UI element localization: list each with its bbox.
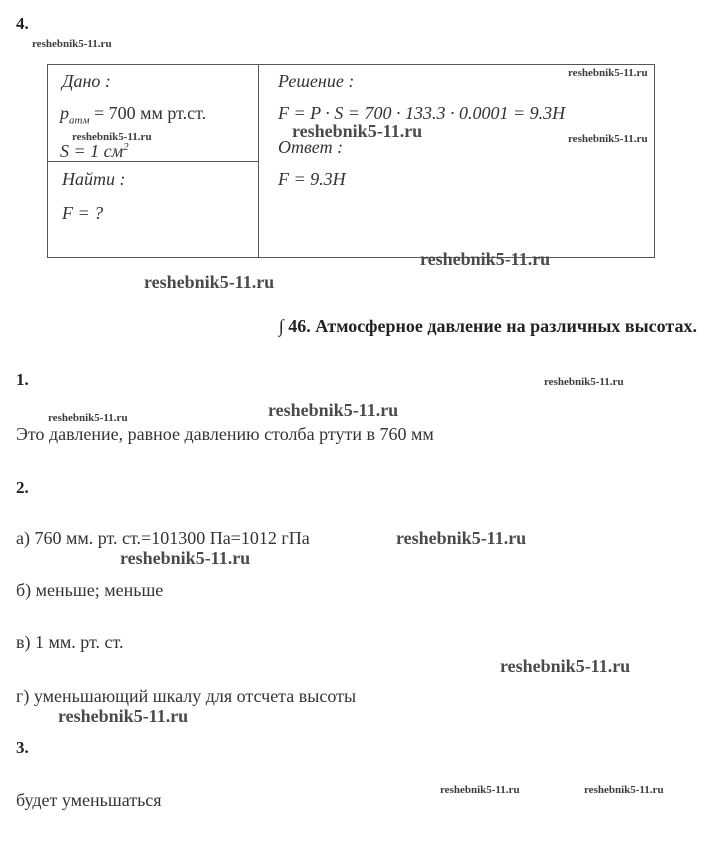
given-area: S = 1 $см^2$ <box>60 141 129 161</box>
watermark: reshebnik5-11.ru <box>144 272 275 292</box>
answer-2a: а) 760 мм. рт. ст.=101300 Па=1012 гПа <box>16 528 310 548</box>
watermark: reshebnik5-11.ru <box>544 376 624 388</box>
watermark: reshebnik5-11.ru <box>72 131 152 143</box>
watermark: reshebnik5-11.ru <box>420 249 551 269</box>
watermark: reshebnik5-11.ru <box>120 548 251 568</box>
given-pressure: $p_{атм} = 700$ мм рт.ст. <box>60 103 207 127</box>
given-label: Дано : <box>62 71 111 91</box>
answer-2v: в) 1 мм. рт. ст. <box>16 632 124 652</box>
task-number: 4. <box>16 14 29 33</box>
watermark: reshebnik5-11.ru <box>292 121 423 141</box>
question-number-2: 2. <box>16 478 29 497</box>
watermark: reshebnik5-11.ru <box>584 784 664 796</box>
answer-value: F = 9.3H <box>278 169 346 189</box>
section-heading: ∫ 46. Атмосферное давление на различных высотах. <box>278 316 697 336</box>
watermark: reshebnik5-11.ru <box>268 400 399 420</box>
question-number-3: 3. <box>16 738 29 757</box>
solution-label: Решение : <box>278 71 355 91</box>
question-number-1: 1. <box>16 370 29 389</box>
watermark: reshebnik5-11.ru <box>32 38 112 50</box>
watermark: reshebnik5-11.ru <box>500 656 631 676</box>
watermark: reshebnik5-11.ru <box>568 133 648 145</box>
watermark: reshebnik5-11.ru <box>396 528 527 548</box>
watermark: reshebnik5-11.ru <box>568 67 648 79</box>
answer-3-text: будет уменьшаться <box>16 790 162 810</box>
answer-label: Ответ : <box>278 137 344 157</box>
solution-formula: F = P · S = 700 · 133.3 · 0.0001 = 9.3H <box>278 103 566 123</box>
task-table <box>47 64 655 269</box>
answer-2g: г) уменьшающий шкалу для отсчета высоты <box>16 686 357 706</box>
watermark: reshebnik5-11.ru <box>58 706 189 726</box>
answer-2b: б) меньше; меньше <box>16 580 164 600</box>
watermark: reshebnik5-11.ru <box>48 412 128 424</box>
watermark: reshebnik5-11.ru <box>440 784 520 796</box>
find-label: Найти : <box>62 169 126 189</box>
find-value: F = ? <box>62 203 104 223</box>
answer-1-text: Это давление, равное давлению столба ртути в 760 мм <box>16 424 434 444</box>
